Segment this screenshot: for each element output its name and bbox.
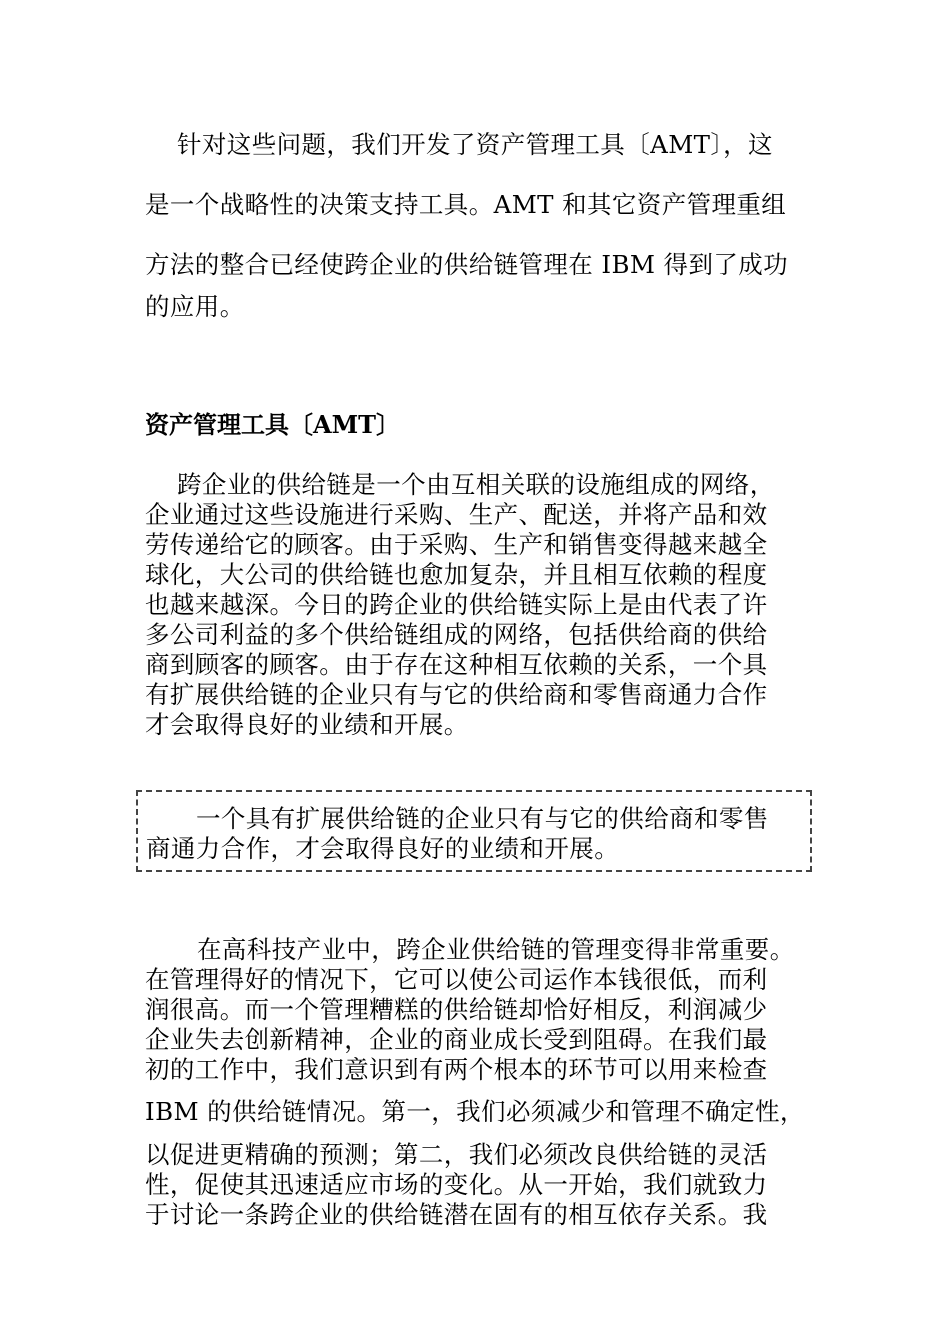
para1-line-6: 多公司利益的多个供给链组成的网络，包括供给商的供给 [145, 620, 768, 649]
para2-line-6: IBM 的供给链情况。第一，我们必须减少和管理不确定性， [145, 1097, 805, 1126]
para2-line-8: 性，促使其迅速适应市场的变化。从一开始，我们就致力 [145, 1170, 768, 1199]
callout-line-2: 商通力合作，才会取得良好的业绩和开展。 [146, 834, 620, 863]
callout-box [136, 790, 812, 872]
para2-line-5: 初的工作中，我们意识到有两个根本的环节可以用来检查 [145, 1055, 768, 1084]
para2-line-1: 在高科技产业中，跨企业供给链的管理变得非常重要。 [197, 935, 795, 964]
para1-line-1: 跨企业的供给链是一个由互相关联的设施组成的网络， [177, 470, 775, 499]
intro-line-3: 方法的整合已经使跨企业的供给链管理在 IBM 得到了成功 [145, 250, 789, 279]
para1-line-7: 商到顾客的顾客。由于存在这种相互依赖的关系，一个具 [145, 650, 768, 679]
para1-line-9: 才会取得良好的业绩和开展。 [145, 710, 469, 739]
para1-line-2: 企业通过这些设施进行采购、生产、配送，并将产品和效 [145, 500, 768, 529]
para2-line-4: 企业失去创新精神，企业的商业成长受到阻碍。在我们最 [145, 1025, 768, 1054]
para1-line-8: 有扩展供给链的企业只有与它的供给商和零售商通力合作 [145, 680, 768, 709]
para1-line-4: 球化，大公司的供给链也愈加复杂，并且相互依赖的程度 [145, 560, 768, 589]
intro-line-4: 的应用。 [145, 292, 245, 321]
para2-line-3: 润很高。而一个管理糟糕的供给链却恰好相反，利润减少 [145, 995, 768, 1024]
para2-line-7: 以促进更精确的预测；第二，我们必须改良供给链的灵活 [145, 1140, 768, 1169]
section-heading: 资产管理工具〔AMT〕 [145, 410, 401, 439]
intro-line-2: 是一个战略性的决策支持工具。AMT 和其它资产管理重组 [145, 190, 787, 219]
para2-line-9: 于讨论一条跨企业的供给链潜在固有的相互依存关系。我 [145, 1200, 768, 1229]
intro-line-1: 针对这些问题，我们开发了资产管理工具〔AMT〕，这 [177, 130, 773, 159]
para1-line-5: 也越来越深。今日的跨企业的供给链实际上是由代表了许 [145, 590, 768, 619]
para1-line-3: 劳传递给它的顾客。由于采购、生产和销售变得越来越全 [145, 530, 768, 559]
callout-line-1: 一个具有扩展供给链的企业只有与它的供给商和零售 [196, 804, 769, 833]
para2-line-2: 在管理得好的情况下，它可以使公司运作本钱很低，而利 [145, 965, 768, 994]
